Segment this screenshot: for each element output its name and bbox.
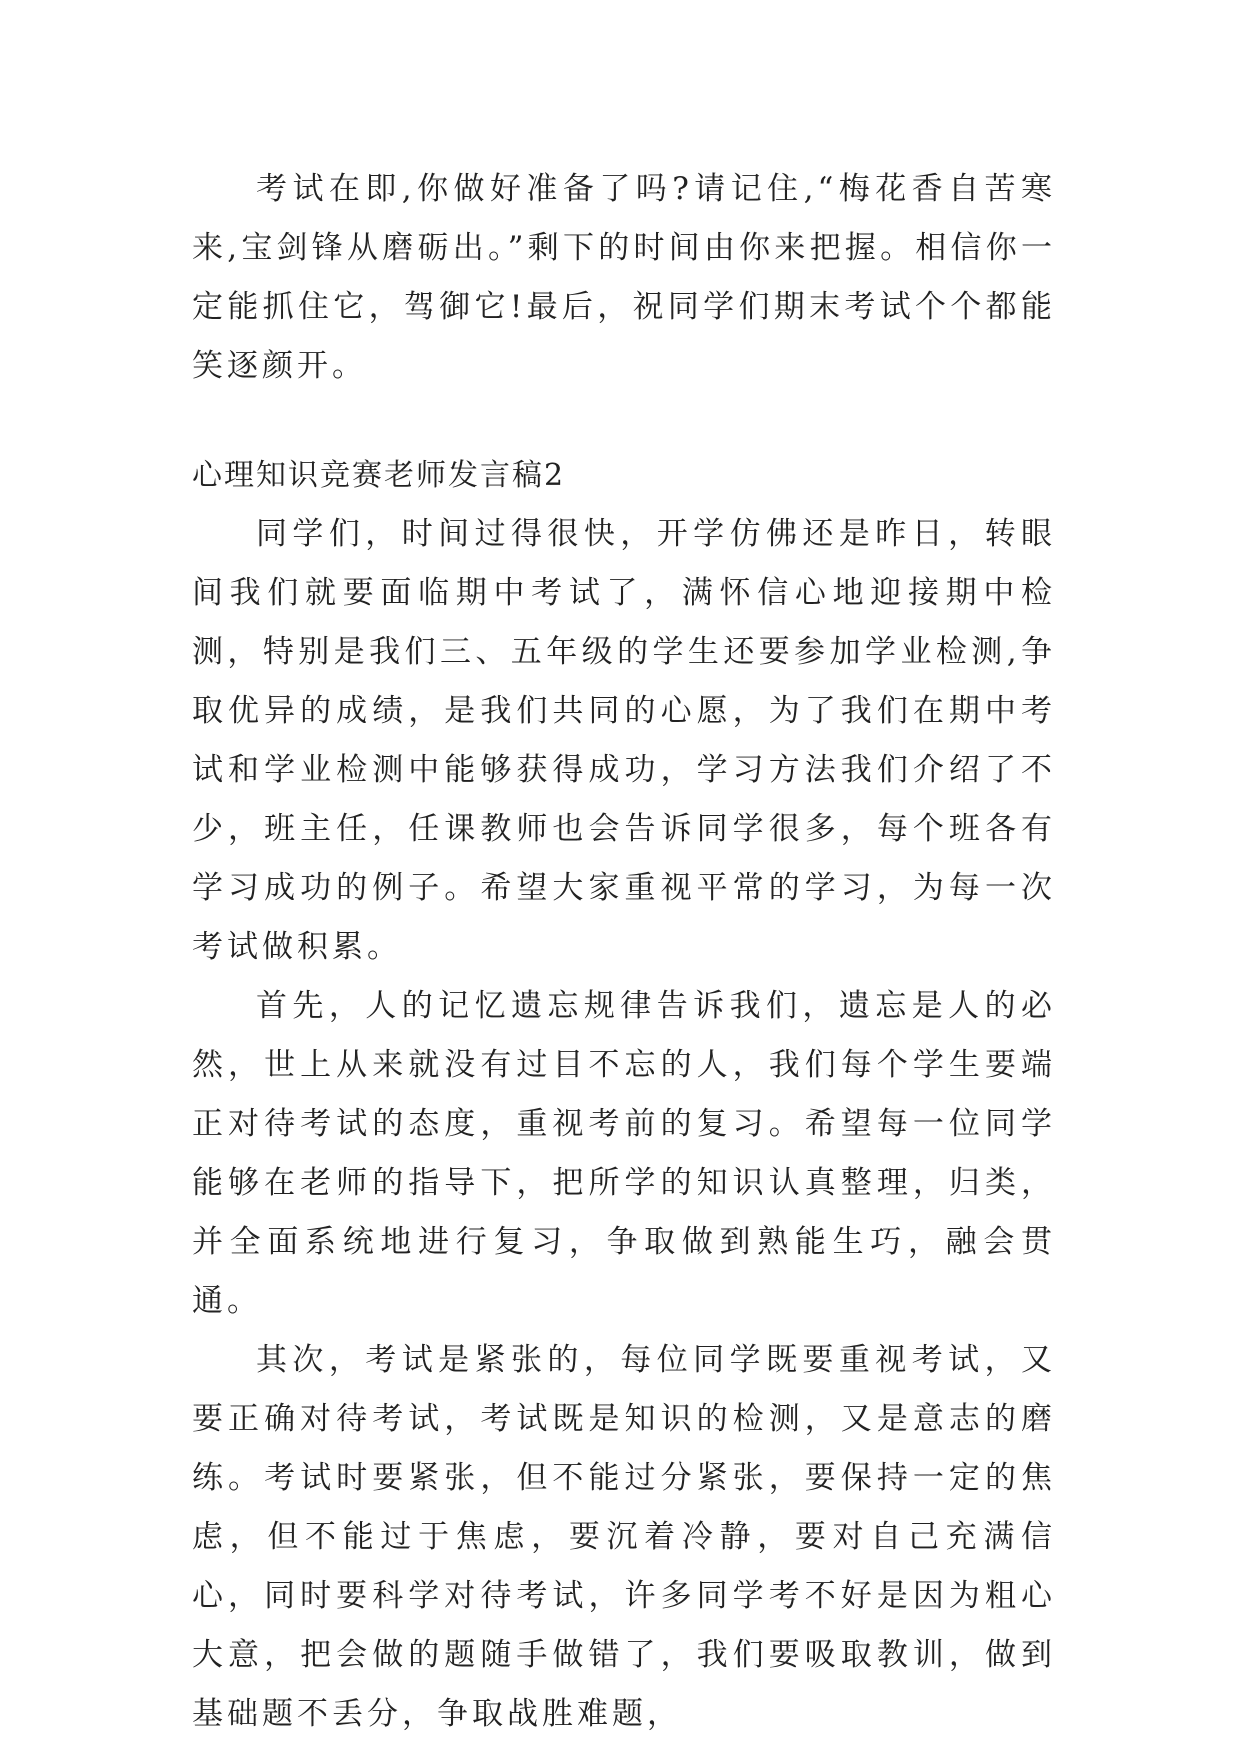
paragraph-memory-review: 首先，人的记忆遗忘规律告诉我们，遗忘是人的必然，世上从来就没有过目不忘的人，我们每个学生要端正对待考试的态度，重视考前的复习。希望每一位同学能够在老师的指导下，把所学的知识认真整理，归类，并全面系统地进行复习，争取做到熟能生巧，融会贯通。 xyxy=(192,988,1056,1319)
paragraph-midterm-intro: 同学们，时间过得很快，开学仿佛还是昨日，转眼间我们就要面临期中考试了，满怀信心地迎接期中检测，特别是我们三、五年级的学生还要参加学业检测,争取优异的成绩，是我们共同的心愿，为了我们在期中考试和学业检测中能够获得成功，学习方法我们介绍了不少，班主任，任课教师也会告诉同学很多，每个班各有学习成功的例子。希望大家重视平常的学习，为每一次考试做积累。 xyxy=(192,516,1056,965)
section-heading: 心理知识竞赛老师发言稿2 xyxy=(192,458,566,493)
paragraph-exam-attitude: 其次，考试是紧张的，每位同学既要重视考试，又要正确对待考试，考试既是知识的检测，又是意志的磨练。考试时要紧张，但不能过分紧张，要保持一定的焦虑，但不能过于焦虑，要沉着冷静，要对自己充满信心，同时要科学对待考试，许多同学考不好是因为粗心大意，把会做的题随手做错了，我们要吸取教训，做到基础题不丢分，争取战胜难题， xyxy=(192,1342,1056,1732)
document-body xyxy=(192,160,1056,1744)
paragraph-exam-preparation: 考试在即,你做好准备了吗?请记住,“梅花香自苦寒来,宝剑锋从磨砺出。”剩下的时间由你来把握。相信你一定能抓住它，驾御它!最后，祝同学们期末考试个个都能笑逐颜开。 xyxy=(192,171,1056,384)
